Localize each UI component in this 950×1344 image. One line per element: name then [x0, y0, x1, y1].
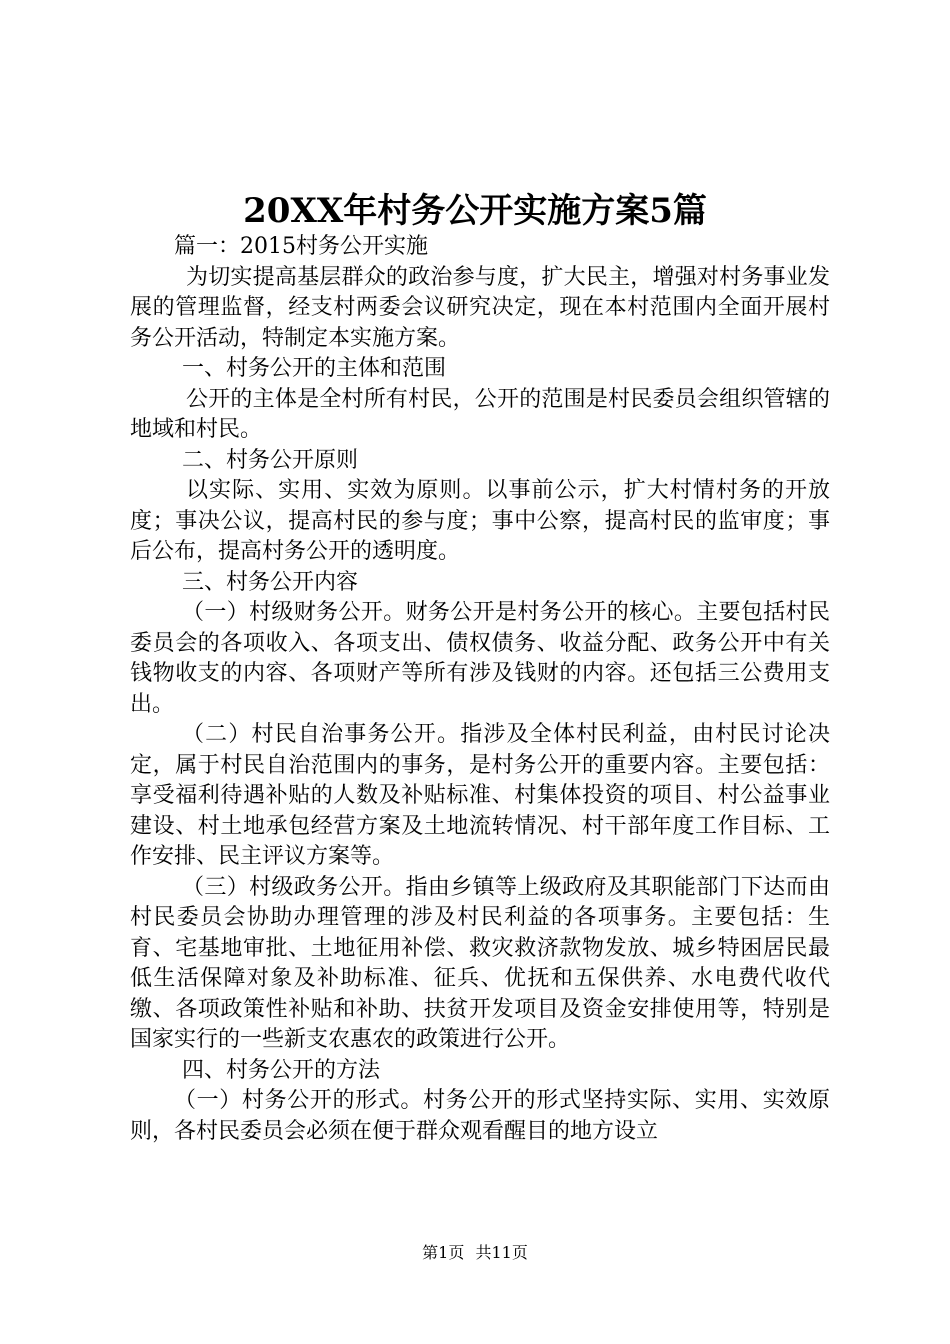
paragraph: 以实际、实用、实效为原则。以事前公示，扩大村情村务的开放度；事决公议，提高村民的参与度；事中公察，提高村民的监审度；事后公布，提高村务公开的透明度。 [130, 478, 830, 564]
paragraph: 为切实提高基层群众的政治参与度，扩大民主，增强对村务事业发展的管理监督，经支村两委会议研究决定，现在本村范围内全面开展村务公开活动，特制定本实施方案。 [130, 264, 830, 351]
document-title: 20XX年村务公开实施方案5篇 [243, 191, 707, 231]
paragraph: （一）村务公开的形式。村务公开的形式坚持实际、实用、实效原则，各村民委员会必须在便于群众观看醒目的地方设立 [130, 1088, 830, 1144]
section-heading: 篇一：2015村务公开实施 [174, 234, 428, 259]
paragraph: （一）村级财务公开。财务公开是村务公开的核心。主要包括村民委员会的各项收入、各项支出、债权债务、收益分配、政务公开中有关钱物收支的内容、各项财产等所有涉及钱财的内容。还包括三公费用支出。 [130, 600, 830, 717]
paragraph: 公开的主体是全村所有村民，公开的范围是村民委员会组织管辖的地域和村民。 [130, 386, 830, 442]
paragraph: （二）村民自治事务公开。指涉及全体村民利益，由村民讨论决定，属于村民自治范围内的事务，是村务公开的重要内容。主要包括：享受福利待遇补贴的人数及补贴标准、村集体投资的项目、村公益事业建设、村土地承包经营方案及土地流转情况、村干部年度工作目标、工作安排、民主评议方案等。 [130, 722, 830, 869]
section-heading: 三、村务公开内容 [182, 569, 359, 595]
page-total: 共11页 [475, 1243, 528, 1262]
page-number: 第1页 [422, 1243, 465, 1262]
section-heading: 一、村务公开的主体和范围 [182, 356, 447, 381]
section-heading: 二、村务公开原则 [182, 447, 359, 473]
section-heading: 四、村务公开的方法 [182, 1057, 381, 1083]
document-body [130, 232, 830, 1147]
page-footer [0, 1241, 950, 1265]
paragraph: （三）村级政务公开。指由乡镇等上级政府及其职能部门下达而由村民委员会协助办理管理的涉及村民利益的各项事务。主要包括：生育、宅基地审批、土地征用补偿、救灾救济款物发放、城乡特困居民最低生活保障对象及补助标准、征兵、优抚和五保供养、水电费代收代缴、各项政策性补贴和补助、扶贫开发项目及资金安排使用等，特别是国家实行的一些新支农惠农的政策进行公开。 [130, 874, 830, 1052]
